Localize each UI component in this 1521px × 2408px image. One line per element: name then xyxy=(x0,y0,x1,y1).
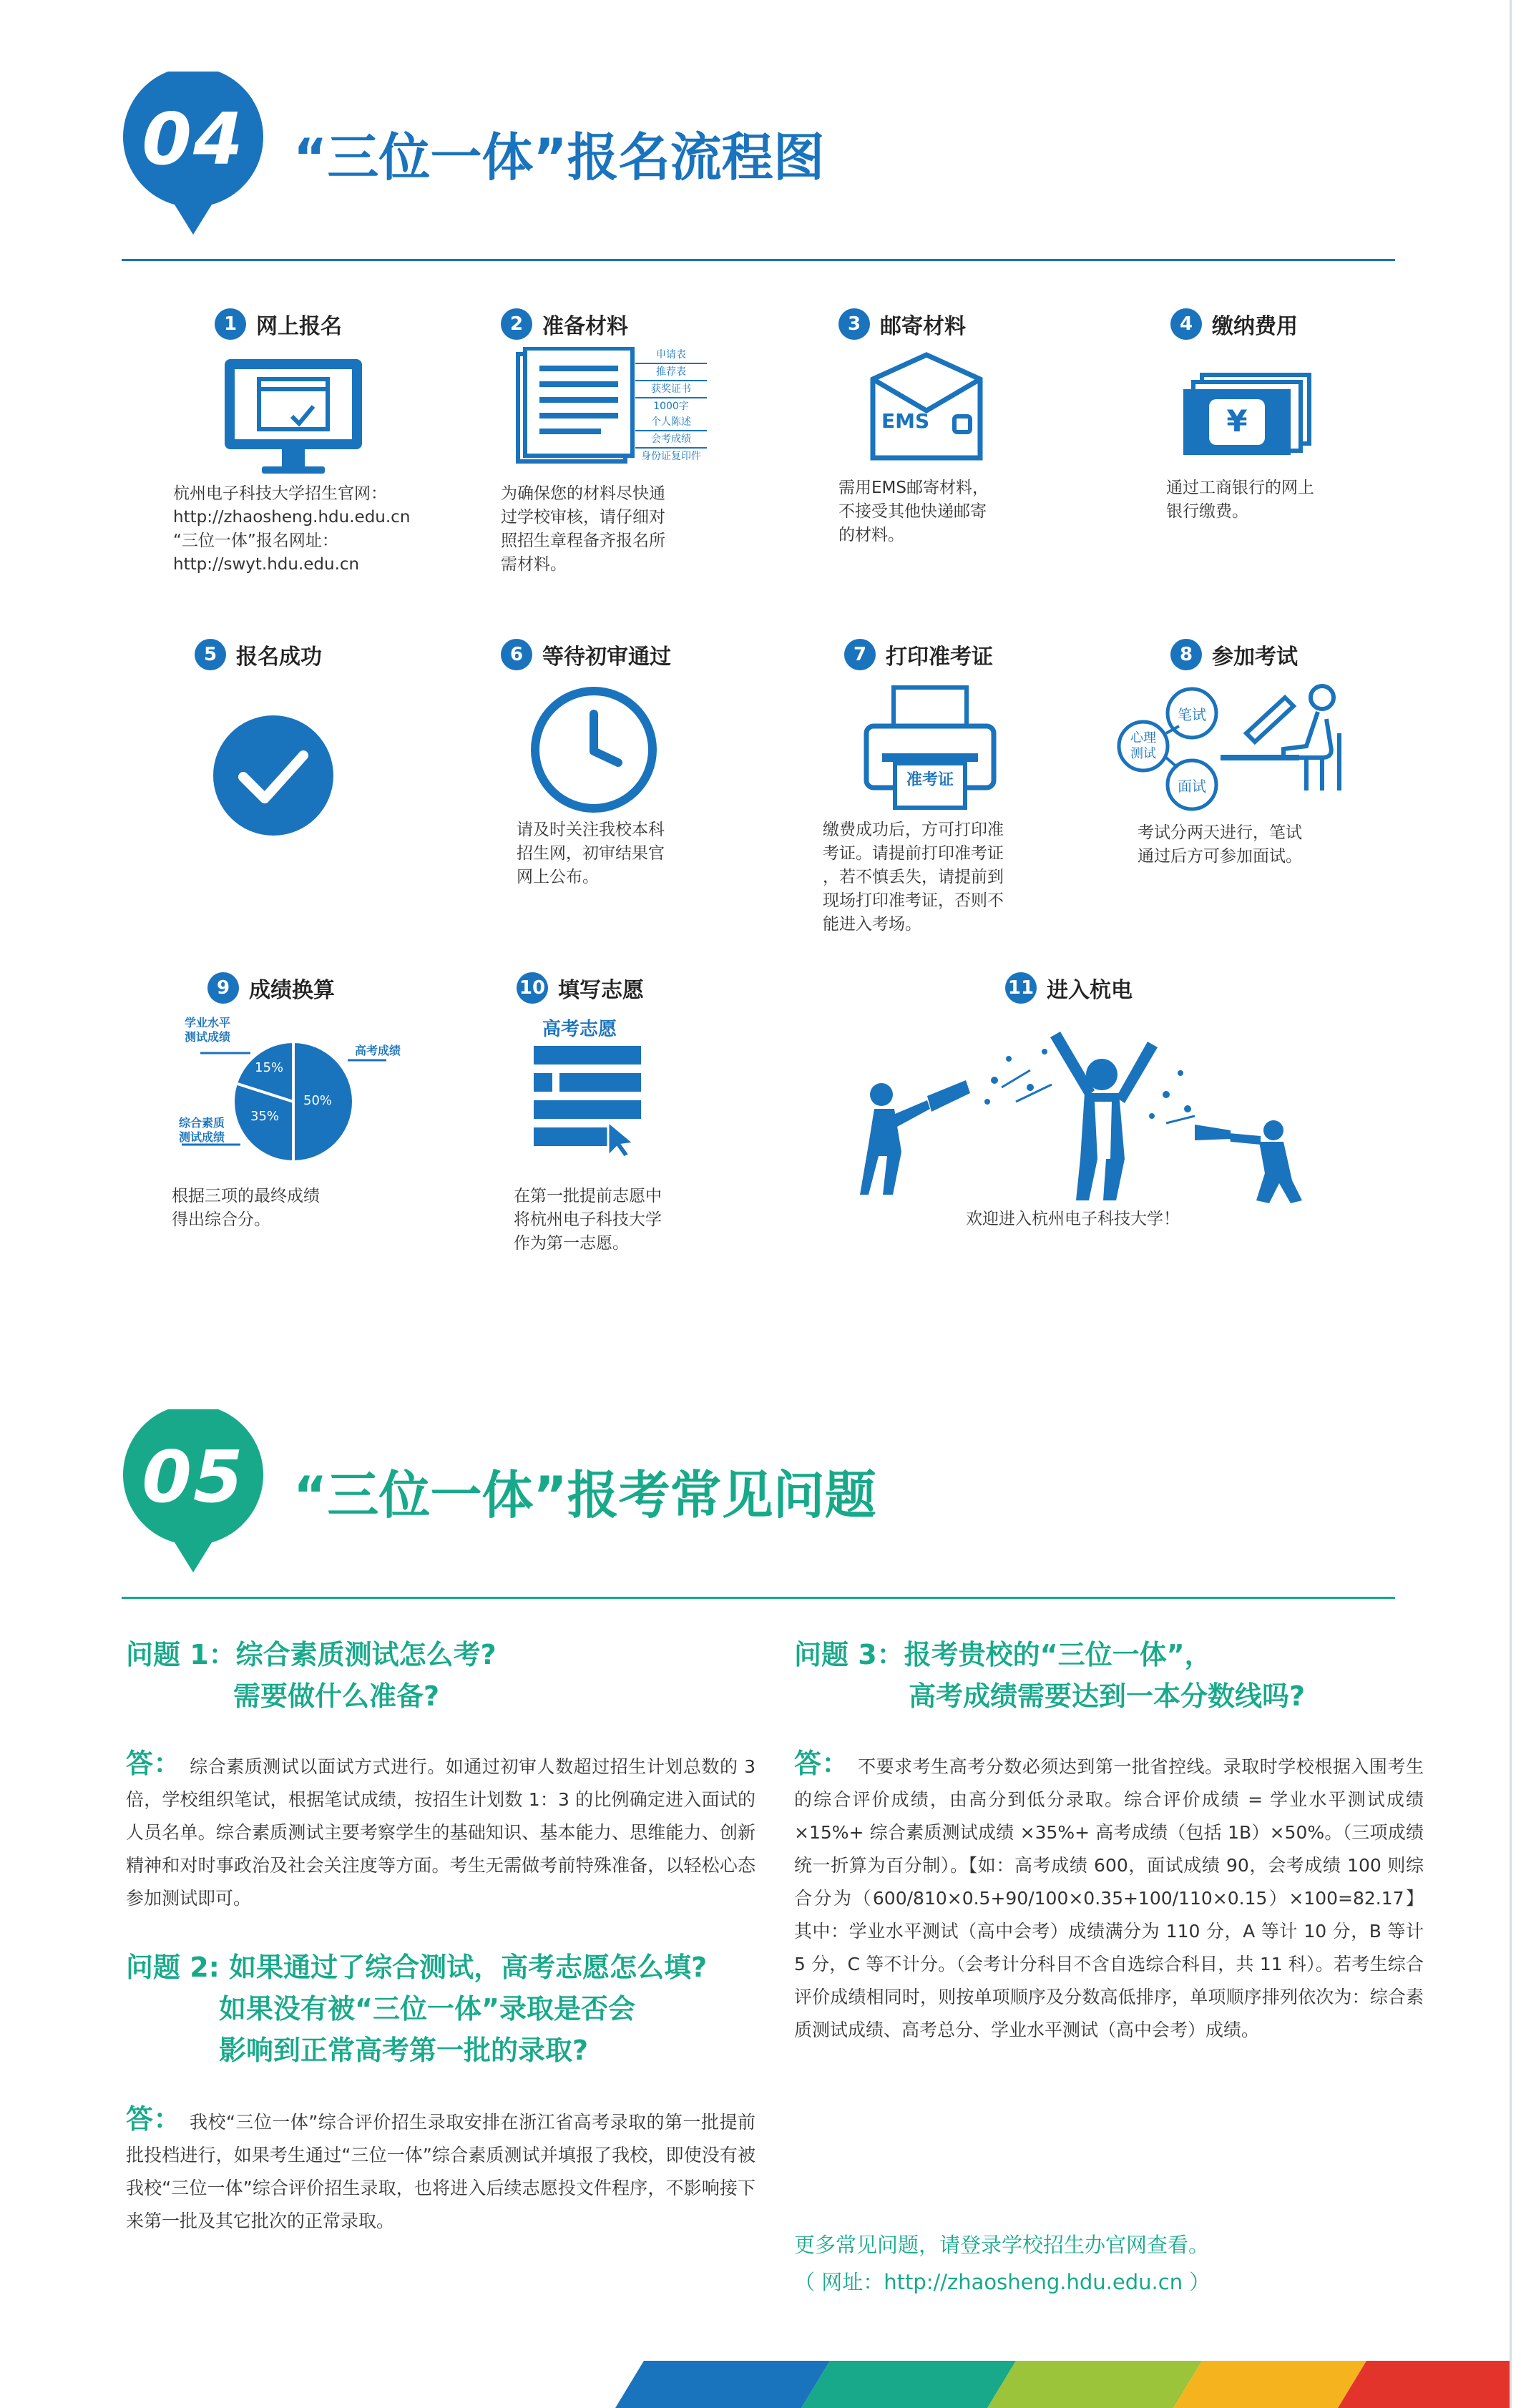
answer-3-text: 不要求考生高考分数必须达到第一批省控线。录取时学校根据入围考生的综合评价成绩，由高分到低分录取。综合评价成绩 = 学业水平测试成绩 ×15%+ 综合素质测试成绩 ×35%+ 高考成绩（包括 1B）×50%。（三项成绩统一折算为百分制）。【如：高考成绩 600，面试成绩 90，会考成绩 100 则综合分为（600/810×0.5+90/100×0.35+100/110×0.15）×100=82.17】其中：学业水平测试（高中会考）成绩满分为 110 分，A 等计 10 分，B 等计 5 分，C 等不计分。（会考计分科目不含自选综合科目，共 11 科）。若考生综合评价成绩相同时，则按单项顺序及分数高低排序，单项顺序排列依次为：综合素质测试成绩、高考总分、学业水平测试（高中会考）成绩。 xyxy=(794,1756,1424,2040)
step-title: 填写志愿 xyxy=(558,978,644,1003)
question-2-line1: 问题 2: 如果通过了综合测试，高考志愿怎么填? xyxy=(126,1952,708,1983)
section-divider xyxy=(122,1597,1395,1599)
step-title: 准备材料 xyxy=(542,314,628,339)
question-3 xyxy=(794,1634,1424,1717)
step-heading xyxy=(501,306,628,342)
step-title: 缴纳费用 xyxy=(1212,314,1298,339)
step-heading xyxy=(838,306,966,342)
admission-ticket-label: 准考证 xyxy=(906,771,954,789)
step-title: 成绩换算 xyxy=(249,978,335,1003)
section-divider xyxy=(122,259,1395,261)
step-description: 根据三项的最终成绩 得出综合分。 xyxy=(172,1187,320,1229)
exam-icon xyxy=(1113,683,1349,819)
answer-2 xyxy=(126,2103,755,2238)
doc-label: 1000字 xyxy=(653,401,689,412)
question-2-line3: 影响到正常高考第一批的录取? xyxy=(219,2035,589,2066)
step-description: 请及时关注我校本科 招生网，初审结果官 网上公布。 xyxy=(517,821,665,886)
step-description: 在第一批提前志愿中 将杭州电子科技大学 作为第一志愿。 xyxy=(514,1187,662,1253)
pie-label-gaokao: 高考成绩 xyxy=(355,1044,401,1057)
doc-label: 推荐表 xyxy=(635,364,707,381)
doc-label: 申请表 xyxy=(635,347,707,364)
step-heading xyxy=(517,970,644,1006)
step-title: 等待初审通过 xyxy=(542,645,671,670)
answer-3 xyxy=(794,1747,1424,2047)
doc-label: 身份证复印件 xyxy=(641,451,701,462)
pie-value-15: 15% xyxy=(255,1060,284,1075)
section-number: 04 xyxy=(142,97,245,181)
step-description: 欢迎进入杭州电子科技大学！ xyxy=(966,1210,1180,1228)
step-heading xyxy=(1170,306,1298,342)
step-number-badge: 4 xyxy=(1170,308,1202,340)
faq-left-column xyxy=(126,1634,755,2238)
pie-value-35: 35% xyxy=(250,1109,280,1124)
step-number-badge: 7 xyxy=(844,639,876,670)
step-heading xyxy=(195,637,322,672)
printer-icon xyxy=(862,683,998,812)
doc-label: 会考成绩 xyxy=(635,431,707,449)
step-number-badge: 8 xyxy=(1170,639,1202,670)
question-1-line1: 问题 1：综合素质测试怎么考? xyxy=(126,1639,497,1670)
step-title: 进入杭电 xyxy=(1047,978,1133,1003)
answer-1-text: 综合素质测试以面试方式进行。如通过初审人数超过招生计划总数的 3 倍，学校组织笔试，根据笔试成绩，按招生计划数 1：3 的比例确定进入面试的人员名单。综合素质测试主要考察学生的基础知识、基本能力、思维能力、创新精神和对时事政治及社会关注度等方面。考生无需做考前特殊准备，以轻松心态参加测试即可。 xyxy=(126,1756,755,1909)
step-title: 报名成功 xyxy=(236,645,322,670)
step-heading xyxy=(1170,637,1298,672)
step-title: 参加考试 xyxy=(1212,645,1298,670)
step-description: 考试分两天进行，笔试 通过后方可参加面试。 xyxy=(1138,823,1302,866)
banknote-icon xyxy=(1180,372,1314,458)
step-title: 打印准考证 xyxy=(886,645,993,670)
pie-label-academic: 学业水平 测试成绩 xyxy=(185,1016,231,1044)
answer-label: 答： xyxy=(794,1748,850,1779)
pie-value-50: 50% xyxy=(303,1093,333,1108)
doc-label: 获奖证书 xyxy=(635,381,707,398)
section-04-header xyxy=(122,72,1395,236)
step-heading xyxy=(1005,970,1133,1006)
bubble-written-exam: 笔试 xyxy=(1178,706,1206,723)
step-number-badge: 3 xyxy=(838,308,870,340)
step-description: 需用EMS邮寄材料， 不接受其他快递邮寄 的材料。 xyxy=(838,479,989,544)
page-right-border xyxy=(1510,0,1512,2408)
celebration-icon xyxy=(859,1016,1316,1216)
bottom-color-stripe xyxy=(615,2361,1510,2408)
ems-envelope-icon xyxy=(866,351,987,465)
answer-2-text: 我校“三位一体”综合评价招生录取安排在浙江省高考录取的第一批提前批投档进行，如果考生通过“三位一体”综合素质测试并填报了我校，即使没有被我校“三位一体”综合评价招生录取，也将进入后续志愿投文件程序，不影响接下来第一批及其它批次的正常录取。 xyxy=(126,2112,755,2231)
more-faq-note xyxy=(794,2226,1210,2301)
section-number: 05 xyxy=(142,1435,245,1519)
step-number-badge: 11 xyxy=(1005,972,1037,1004)
step-number-badge: 6 xyxy=(501,639,532,670)
question-1 xyxy=(126,1634,755,1717)
faq-website-link[interactable]: （ 网址：http://zhaosheng.hdu.edu.cn ） xyxy=(794,2270,1211,2294)
form-title-label: 高考志愿 xyxy=(542,1019,617,1040)
step-heading xyxy=(215,306,342,342)
section-title: “三位一体”报考常见问题 xyxy=(293,1465,876,1525)
step-description: 通过工商银行的网上 银行缴费。 xyxy=(1166,479,1314,521)
question-2-line2: 如果没有被“三位一体”录取是否会 xyxy=(219,1993,635,2025)
step-description: 缴费成功后，方可打印准 考证。请提前打印准考证 ，若不慎丢失，请提前到 现场打印准考证，否则不 能进入考场。 xyxy=(823,821,1004,934)
answer-label: 答： xyxy=(126,1748,182,1779)
question-3-line1: 问题 3：报考贵校的“三位一体”， xyxy=(794,1639,1212,1670)
yen-label: ¥ xyxy=(1226,403,1248,439)
application-form-icon xyxy=(529,1014,651,1157)
doc-label: 个人陈述 xyxy=(635,414,707,431)
step-number-badge: 10 xyxy=(517,972,548,1004)
step-title: 邮寄材料 xyxy=(880,314,966,339)
answer-1 xyxy=(126,1747,755,1915)
step-description: 杭州电子科技大学招生官网： http://zhaosheng.hdu.edu.cn “三位一体”报名网址： http://swyt.hdu.edu.cn xyxy=(173,484,411,574)
documents-icon xyxy=(515,347,708,469)
section-05-header xyxy=(122,1409,1395,1574)
bubble-interview: 面试 xyxy=(1178,778,1206,795)
step-number-badge: 1 xyxy=(215,308,246,340)
question-3-line2: 高考成绩需要达到一本分数线吗? xyxy=(909,1680,1306,1712)
clock-icon xyxy=(529,685,658,814)
checkmark-icon xyxy=(212,714,335,837)
step-heading xyxy=(501,637,671,672)
ems-label: EMS xyxy=(881,409,930,433)
bubble-psych-test: 心理 测试 xyxy=(1130,730,1156,761)
step-title: 网上报名 xyxy=(256,314,342,339)
answer-label: 答： xyxy=(126,2103,181,2135)
section-title: “三位一体”报名流程图 xyxy=(293,127,825,187)
step-heading xyxy=(207,970,335,1006)
step-heading xyxy=(844,637,993,672)
step-number-badge: 9 xyxy=(207,972,239,1004)
step-description: 为确保您的材料尽快通 过学校审核，请仔细对 照招生章程备齐报名所 需材料。 xyxy=(501,484,665,574)
question-2 xyxy=(126,1947,755,2071)
faq-right-column xyxy=(794,1634,1424,2047)
step-number-badge: 2 xyxy=(501,308,532,340)
step-number-badge: 5 xyxy=(195,639,226,670)
monitor-icon xyxy=(222,356,365,478)
question-1-line2: 需要做什么准备? xyxy=(233,1680,440,1712)
pie-label-quality: 综合素质 测试成绩 xyxy=(179,1116,225,1144)
more-faq-line: 更多常见问题，请登录学校招生办官网查看。 xyxy=(794,2233,1210,2257)
pie-chart-icon xyxy=(172,1016,429,1173)
